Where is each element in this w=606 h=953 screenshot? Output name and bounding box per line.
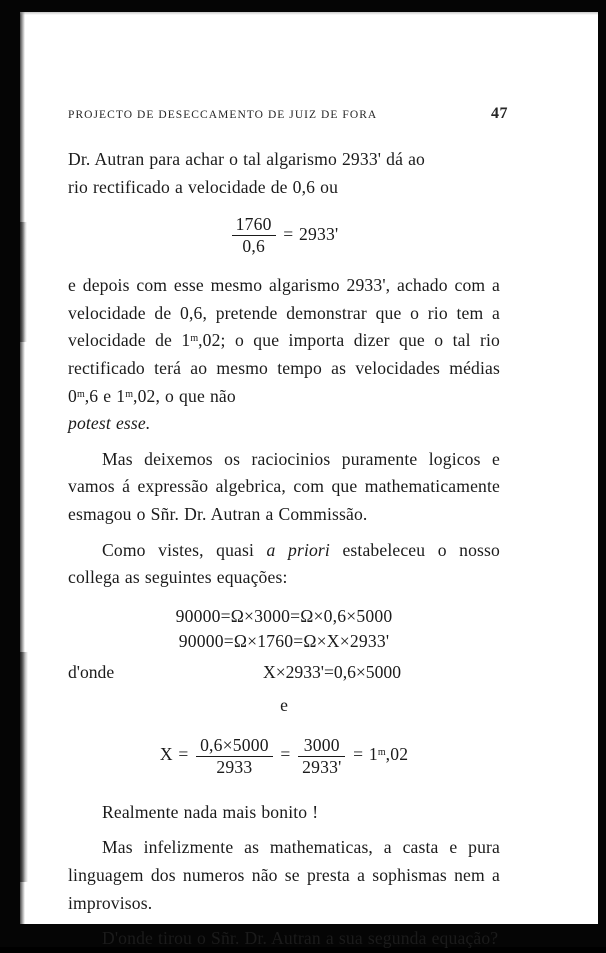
equation-2-line-2: 90000=Ω×1760=Ω×X×2933' bbox=[178, 630, 390, 651]
body-text-column bbox=[68, 146, 500, 953]
equation-4-fraction-2 bbox=[298, 736, 345, 777]
top-edge-fade bbox=[20, 12, 598, 15]
paragraph-6: Mas infelizmente as mathematicas, a casta e pura linguagem dos numeros não se presta a sophismas nem a improvisos. bbox=[68, 837, 500, 913]
equation-1-equals: = bbox=[283, 223, 294, 244]
paragraph-1 bbox=[68, 146, 500, 201]
equation-4-fraction-1 bbox=[196, 736, 273, 777]
paragraph-2-text-c: ,6 e 1 bbox=[84, 385, 126, 406]
running-head bbox=[68, 105, 508, 123]
equation-4-equals-3: = bbox=[353, 744, 364, 765]
paragraph-2-text-d: ,02, o que não bbox=[133, 385, 236, 406]
gutter-blemish-lower bbox=[20, 652, 28, 882]
gutter-blemish-upper bbox=[20, 222, 27, 342]
equation-4-fraction-2-denominator: 2933' bbox=[298, 756, 345, 777]
paragraph-2-text-b: ,02; o que importa dizer que o tal rio rectificado terá ao mesmo tempo as velocidades médias 0 bbox=[68, 330, 500, 406]
equation-4-lhs: X bbox=[159, 744, 173, 765]
paragraph-2 bbox=[68, 272, 500, 438]
equation-1-numerator: 1760 bbox=[235, 214, 272, 235]
page-number: 47 bbox=[491, 105, 508, 122]
equation-3-body: X×2933'=0,6×5000 bbox=[262, 661, 401, 682]
paragraph-4-text-b: estabeleceu o nosso collega as seguintes equações: bbox=[68, 539, 500, 588]
running-head-title: PROJECTO DE DESECCAMENTO DE JUIZ DE FORA bbox=[68, 109, 378, 121]
paragraph-4 bbox=[68, 537, 500, 592]
equation-3-lead-word: d'onde bbox=[68, 661, 115, 682]
equation-4-equals-1: = bbox=[178, 744, 189, 765]
paragraph-1-line-2: rio rectificado a velocidade de 0,6 ou bbox=[68, 176, 339, 197]
paragraph-5: Realmente nada mais bonito ! bbox=[102, 801, 319, 822]
paragraph-4-text-a: Como vistes, quasi bbox=[102, 539, 267, 560]
paragraph-2-latin-phrase: potest esse. bbox=[68, 413, 151, 434]
equation-1-fraction bbox=[232, 215, 276, 256]
metre-unit-icon: m bbox=[190, 333, 199, 345]
paragraph-1-line-1: Dr. Autran para achar o tal algarismo 2933' dá ao bbox=[68, 149, 425, 169]
equation-4 bbox=[68, 736, 500, 777]
equation-1-result: 2933' bbox=[298, 223, 339, 244]
equation-2-line-1: 90000=Ω×3000=Ω×0,6×5000 bbox=[175, 605, 393, 626]
equation-4-result-value: 1 bbox=[368, 744, 378, 765]
metre-unit-icon: m bbox=[125, 388, 134, 400]
paragraph-2-text-a: e depois com esse mesmo algarismo 2933', achado com a velocidade de 0,6, pretende demonstrar que o rio tem a velocidade de 1 bbox=[68, 275, 500, 351]
equation-conjunction: e bbox=[280, 694, 288, 715]
equation-1 bbox=[68, 215, 500, 256]
equation-4-fraction-1-numerator: 0,6×5000 bbox=[200, 734, 269, 755]
equation-4-result-decimals: ,02 bbox=[385, 744, 409, 765]
metre-unit-icon: m bbox=[377, 747, 386, 759]
equation-3 bbox=[68, 662, 500, 683]
paragraph-7: D'onde tirou o Sñr. Dr. Autran a sua segunda equação? bbox=[102, 928, 499, 949]
metre-unit-icon: m bbox=[76, 388, 85, 400]
equation-4-equals-2: = bbox=[280, 744, 291, 765]
paragraph-3: Mas deixemos os raciocinios puramente logicos e vamos á expressão algebrica, com que mathematicamente esmagou o Sñr. Dr. Autran a Commissão. bbox=[68, 448, 500, 524]
equation-4-fraction-2-numerator: 3000 bbox=[303, 734, 340, 755]
paragraph-4-latin-phrase: a priori bbox=[266, 539, 330, 560]
equation-4-fraction-1-denominator: 2933 bbox=[196, 756, 273, 777]
equation-1-denominator: 0,6 bbox=[232, 235, 276, 256]
equation-group-2 bbox=[68, 604, 500, 654]
